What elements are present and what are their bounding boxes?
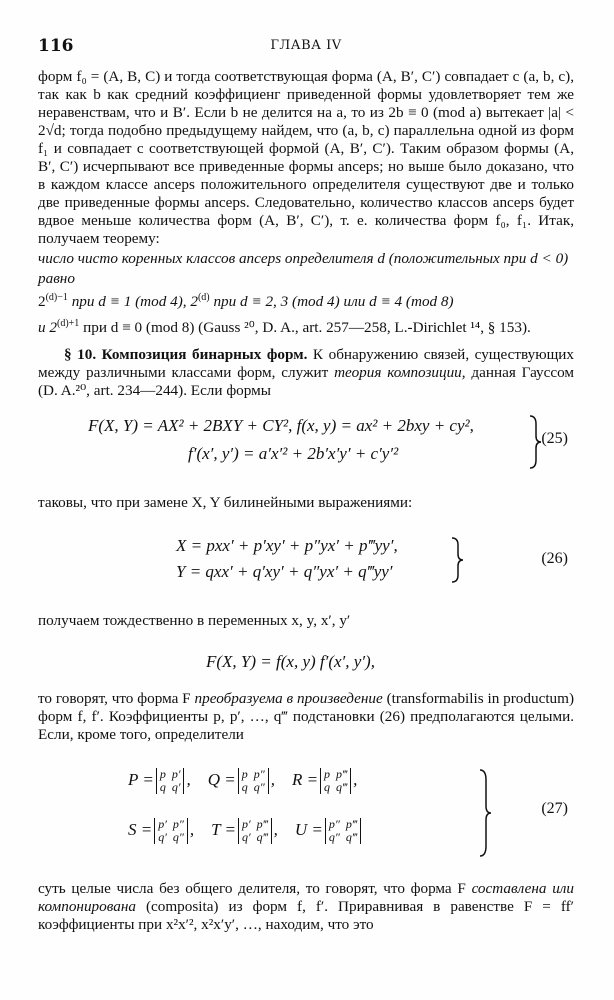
theorem-condition-3: при d ≡ 0 (mod 8) (Gauss ²⁰, D. A., art. 257—258, L.-Dirichlet ¹⁴, § 153). — [83, 319, 531, 337]
paragraph-identically — [38, 612, 574, 630]
transform-term: преобразуема в произведение — [194, 690, 383, 707]
page-number: 116 — [38, 36, 74, 56]
equation-identity — [38, 652, 574, 678]
det-S-b: p″ — [172, 817, 184, 831]
det-T-b: p‴ — [256, 817, 268, 831]
paragraph-transformable — [38, 690, 574, 744]
det-S-label: S = — [128, 819, 153, 839]
final-term: составлена или компонирована — [38, 880, 574, 915]
det-Q-d: q″ — [253, 780, 265, 794]
det-T-d: q‴ — [256, 830, 268, 844]
eq26-line-1: X = pxx′ + p′xy′ + p″yx′ + p‴yy′, — [176, 536, 398, 555]
eq25-brace — [528, 414, 542, 470]
paragraph-text — [38, 690, 574, 744]
det-Q-a: p — [241, 767, 248, 781]
theorem-line-1 — [38, 287, 574, 313]
equation-25 — [38, 412, 574, 472]
det-T-c: q′ — [241, 830, 251, 844]
paragraph-bilinear — [38, 494, 574, 512]
det-Q-label: Q = — [207, 769, 236, 789]
section-heading: § 10. Композиция бинарных форм. — [64, 346, 308, 363]
eq27-row-2: S = p′ p″ q′ q″ , T = p′ p‴ q′ q‴ , U = p″ p‴ q″ q‴ — [128, 818, 363, 844]
section-10 — [38, 346, 574, 400]
det-U-c: q″ — [328, 830, 340, 844]
eq27-number: (27) — [541, 800, 568, 817]
det-T-a: p′ — [241, 817, 251, 831]
eq26-number: (26) — [541, 550, 568, 567]
theorem-exponent-3: (d)+1 — [56, 318, 80, 330]
det-U — [325, 818, 361, 844]
det-R-c: q — [324, 780, 331, 794]
det-P-a: p — [159, 767, 166, 781]
eq27-brace — [478, 768, 492, 858]
paragraph-text: получаем тождественно в переменных x, y, x′, y′ — [38, 612, 351, 629]
equation-27 — [38, 766, 574, 862]
paragraph-forms-reduced — [38, 68, 574, 288]
det-S-d: q″ — [172, 830, 184, 844]
det-S-c: q′ — [158, 830, 167, 844]
eq26-brace — [450, 536, 464, 584]
det-P — [156, 768, 185, 794]
eq25-line-1: F(X, Y) = AX² + 2BXY + CY², f(x, y) = ax² + 2bxy + cy², — [88, 416, 474, 435]
det-S-a: p′ — [158, 817, 167, 831]
section-paragraph — [38, 346, 574, 400]
theorem-power-base: 2 — [38, 293, 46, 311]
det-Q — [238, 768, 269, 794]
theorem-exponent-2: (d) — [197, 292, 210, 303]
section-text-2: данная Гауссом (D. A.²⁰, art. 234—244). Если формы — [38, 364, 575, 399]
identity-formula: F(X, Y) = f(x, y) f′(x′, y′), — [206, 652, 375, 671]
theorem-condition-1: при d ≡ 1 (mod 4), 2 — [71, 293, 198, 311]
paragraph-text: таковы, что при замене X, Y билинейными выражениями: — [38, 494, 413, 511]
det-P-b: p′ — [171, 767, 181, 781]
transform-text-a: то говорят, что форма F — [38, 690, 191, 707]
det-T-label: T = — [211, 819, 236, 839]
det-R — [320, 768, 351, 794]
theorem-exponent-1: (d)−1 — [45, 292, 68, 303]
det-R-label: R = — [291, 769, 319, 789]
det-P-c: q — [159, 780, 166, 794]
det-P-d: q′ — [171, 780, 181, 794]
det-Q-b: p″ — [253, 767, 265, 781]
theorem-continuation — [38, 287, 574, 339]
paragraph-composed — [38, 880, 574, 934]
running-header — [38, 36, 574, 60]
transform-text-b: (transformabilis in productum) форм f, f′. Коэффициенты p, p′, …, q‴ подстановки (26) предполагаются целыми. Если, кроме того, определители — [38, 690, 575, 743]
section-text-1: К обнаружению связей, существующих между различными классами форм, служит — [38, 346, 574, 381]
det-P-label: P = — [128, 769, 154, 789]
det-R-d: q‴ — [336, 780, 348, 794]
det-R-a: p — [324, 767, 331, 781]
section-term: теория композиции, — [334, 364, 466, 381]
det-U-label: U = — [294, 819, 323, 839]
eq25-number: (25) — [541, 430, 568, 447]
final-text-b: (composita) из форм f, f′. Приравнивая в равенстве F = ff′ коэффициенты при x²x′², x²x′y′, …, находим, что это — [38, 898, 574, 933]
paragraph-text — [38, 880, 574, 934]
eq25-line-2: f′(x′, y′) = a′x′² + 2b′x′y′ + c′y′² — [188, 444, 399, 463]
det-S — [154, 818, 188, 844]
chapter-title: ГЛАВА IV — [270, 38, 342, 53]
det-U-d: q‴ — [345, 830, 357, 844]
det-U-b: p‴ — [345, 817, 357, 831]
final-text-a: суть целые числа без общего делителя, то говорят, что форма F — [38, 880, 466, 897]
det-Q-c: q — [241, 780, 248, 794]
eq26-line-2: Y = qxx′ + q′xy′ + q″yx′ + q‴yy′ — [176, 562, 393, 581]
theorem-and: и 2 — [38, 319, 57, 337]
det-U-a: p″ — [328, 817, 340, 831]
theorem-line-2 — [38, 313, 574, 339]
det-T — [238, 818, 272, 844]
equation-26 — [38, 532, 574, 588]
theorem-condition-2: при d ≡ 2, 3 (mod 4) или d ≡ 4 (mod 8) — [213, 293, 454, 311]
det-R-b: p‴ — [336, 767, 348, 781]
paragraph-text: форм f₀ = (A, B, C) и тогда соответствующая форма (A, B′, C′) совпадает с (a, b, c), так как b как средний коэффициенг приведенной формы удовлетворяет тем же неравенствам, что и B′. Если b не делится на a, то из 2b ≡ 0 (mod a) вытекает |a| < 2√d; тогда подобно предыдущему найдем, что (a, b, c) параллельна одной из форм f₁ и совпадает с соответствующей формой (A, B′, C′). Таким образом формы (A, B′, C′) исчерпывают все приведенные формы anceps; но выше было доказано, что в каждом классе anceps положительного определителя существуют две и только две приведенные формы anceps. Следовательно, количество классов anceps будет вдвое меньше количества форм (A, B′, C′), т. е. количества форм f₀, f₁. Итак, получаем теорему: — [38, 68, 574, 247]
eq27-row-1: P = p p′ q q′ , Q = p p″ q q″ , R = p p‴ q q‴ , — [128, 767, 358, 794]
theorem-statement: число чисто коренных классов anceps определителя d (положительных при d < 0) равно — [38, 250, 569, 287]
